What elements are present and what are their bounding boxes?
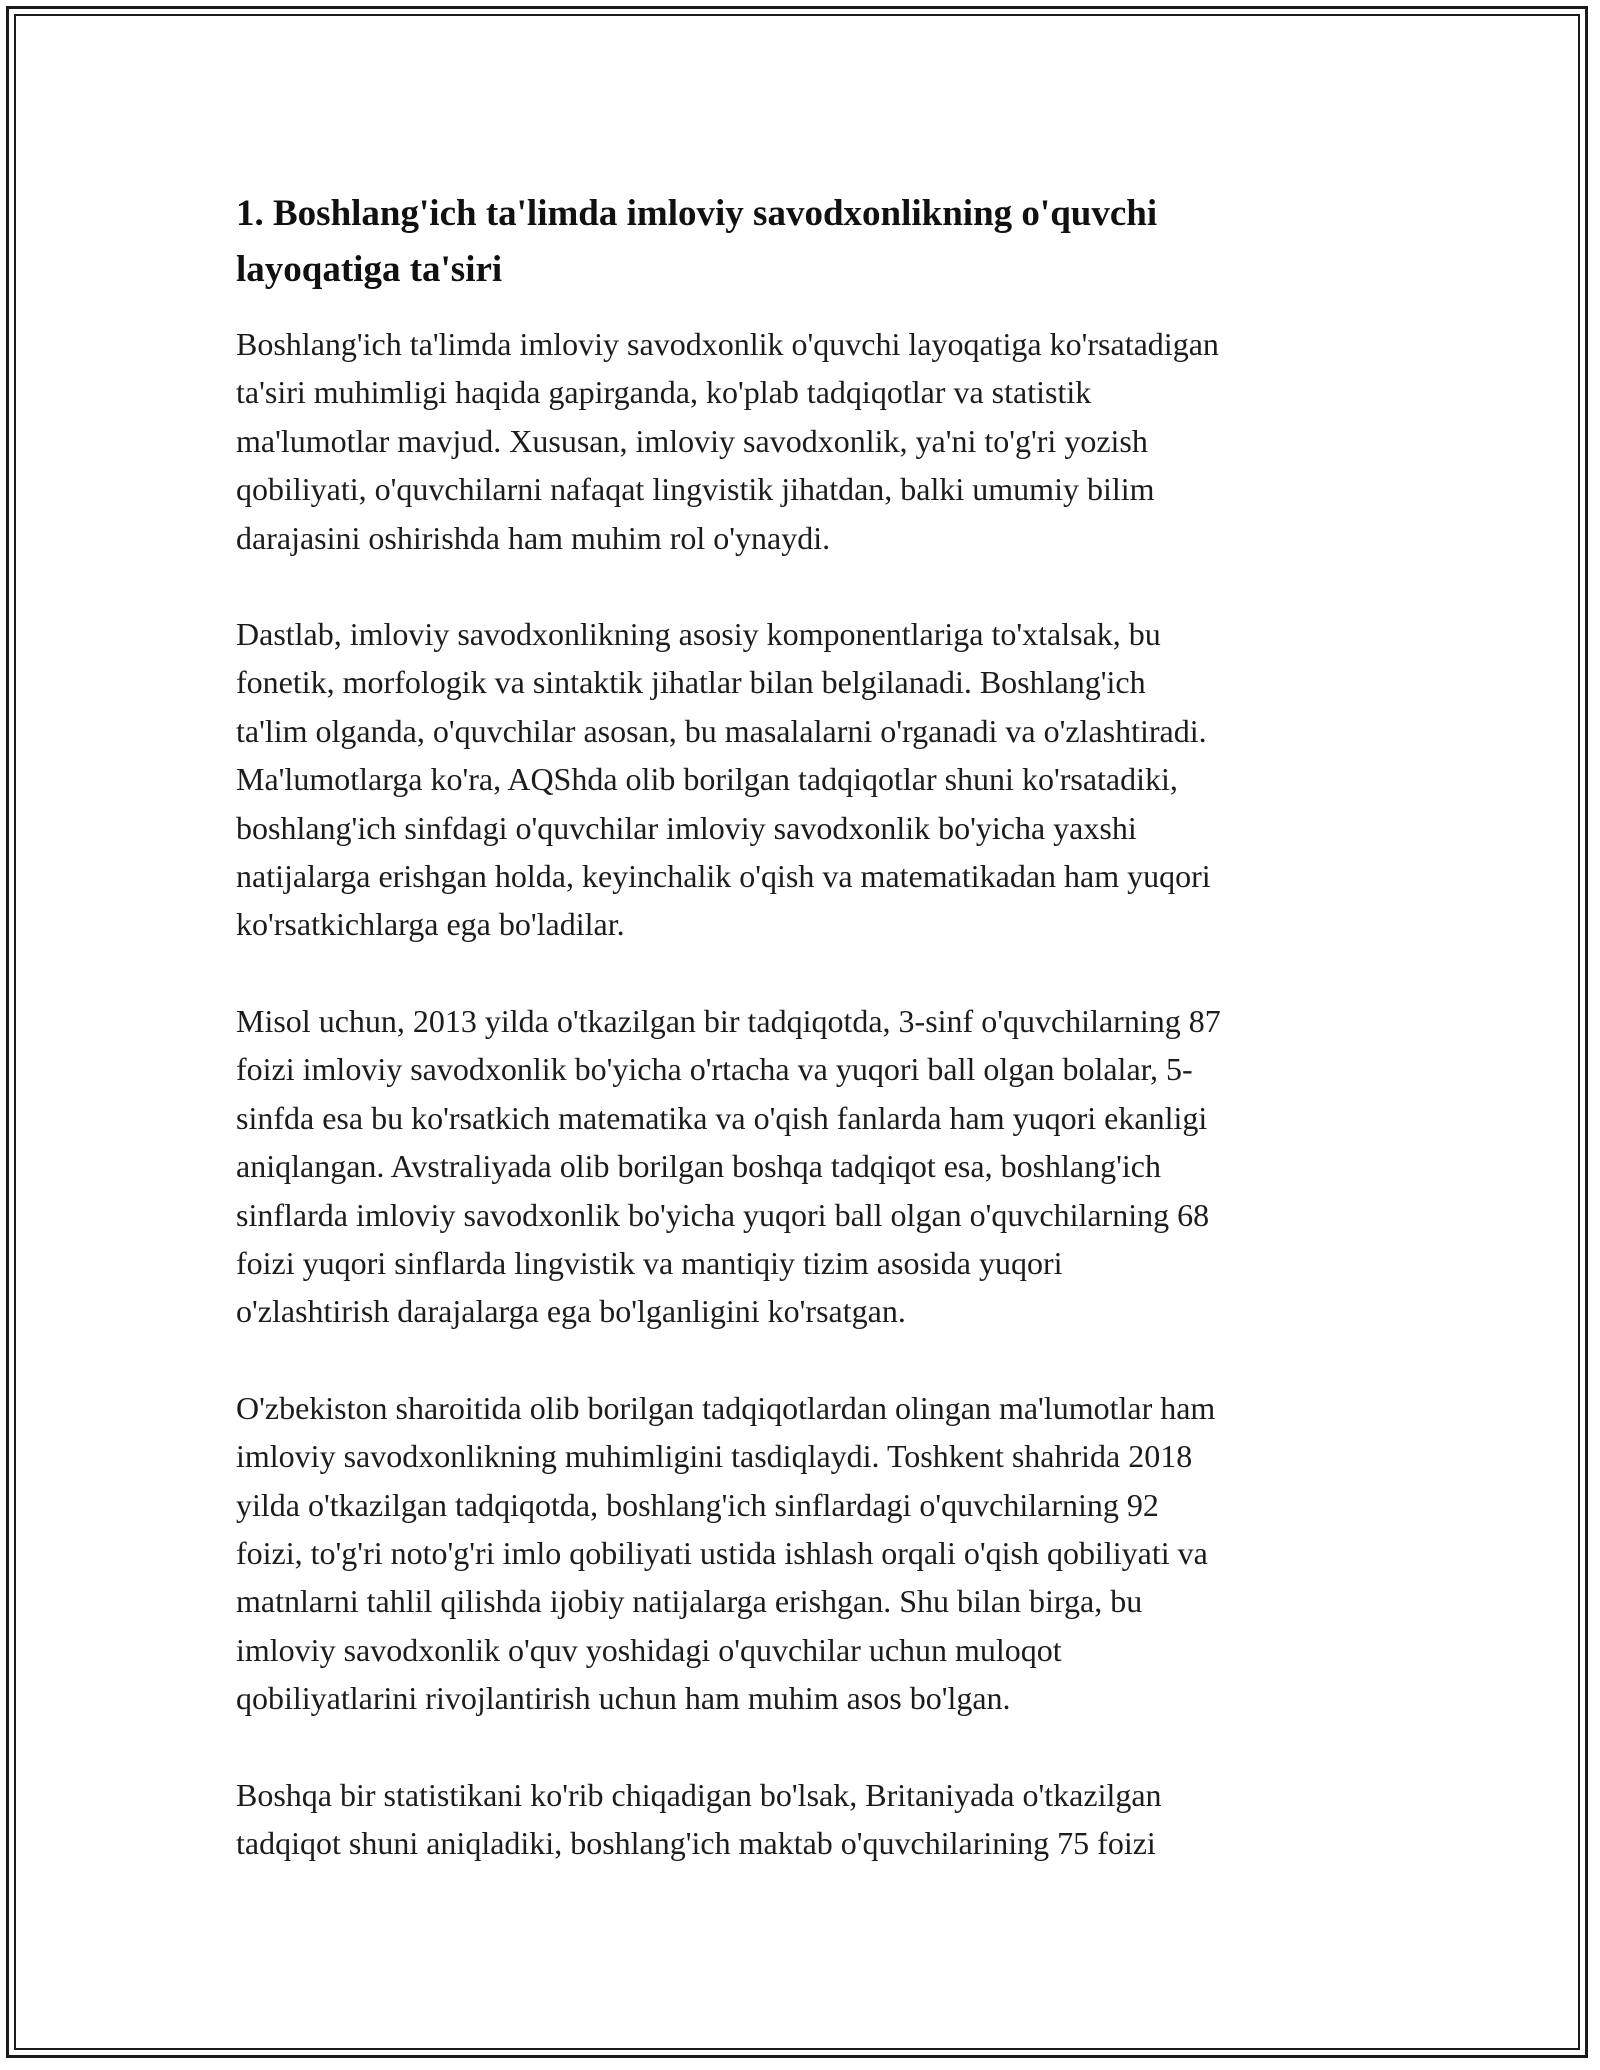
paragraph-3: [236, 997, 1376, 1336]
text-line: imloviy savodxonlik o'quv yoshidagi o'quvchilar uchun muloqot: [236, 1631, 1062, 1668]
text-line: Boshlang'ich ta'limda imloviy savodxonlik o'quvchi layoqatiga ko'rsatadigan: [236, 326, 1219, 362]
text-line: fonetik, morfologik va sintaktik jihatlar bilan belgilanadi. Boshlang'ich: [236, 664, 1146, 701]
text-line: qobiliyati, o'quvchilarni nafaqat lingvistik jihatdan, balki umumiy bilim: [236, 471, 1155, 508]
text-line: sinfda esa bu ko'rsatkich matematika va o'qish fanlarda ham yuqori ekanligi: [236, 1099, 1208, 1136]
text-line: foizi, to'g'ri noto'g'ri imlo qobiliyati ustida ishlash orqali o'qish qobiliyati va: [236, 1534, 1208, 1571]
text-line: Misol uchun, 2013 yilda o'tkazilgan bir tadqiqotda, 3-sinf o'quvchilarning 87: [236, 1002, 1221, 1039]
text-line: imloviy savodxonlikning muhimligini tasdiqlaydi. Toshkent shahrida 2018: [236, 1438, 1193, 1475]
text-line: ko'rsatkichlarga ega bo'ladilar.: [236, 906, 625, 943]
paragraph-5: [236, 1771, 1376, 1868]
paragraph-4: [236, 1384, 1376, 1723]
text-line: qobiliyatlarini rivojlantirish uchun ham muhim asos bo'lgan.: [236, 1680, 1011, 1717]
text-line: sinflarda imloviy savodxonlik bo'yicha yuqori ball olgan o'quvchilarning 68: [236, 1196, 1210, 1233]
paragraph-2: [236, 610, 1376, 949]
text-line: aniqlangan. Avstraliyada olib borilgan boshqa tadqiqot esa, boshlang'ich: [236, 1148, 1161, 1185]
text-line: o'zlashtirish darajalarga ega bo'lganligini ko'rsatgan.: [236, 1293, 906, 1330]
heading-line: 1. Boshlang'ich ta'limda imloviy savodxonlikning o'quvchi: [236, 193, 1158, 234]
text-line: ta'siri muhimligi haqida gapirganda, ko'plab tadqiqotlar va statistik: [236, 374, 1092, 411]
text-line: darajasini oshirishda ham muhim rol o'ynaydi.: [236, 519, 831, 556]
text-line: foizi yuqori sinflarda lingvistik va mantiqiy tizim asosida yuqori: [236, 1244, 1063, 1281]
document-body: [236, 186, 1376, 1915]
text-line: ta'lim olganda, o'quvchilar asosan, bu masalalarni o'rganadi va o'zlashtiradi.: [236, 712, 1207, 749]
text-line: tadqiqot shuni aniqladiki, boshlang'ich maktab o'quvchilarining 75 foizi: [236, 1824, 1156, 1861]
text-line: boshlang'ich sinfdagi o'quvchilar imloviy savodxonlik bo'yicha yaxshi: [236, 809, 1137, 846]
text-line: Dastlab, imloviy savodxonlikning asosiy komponentlariga to'xtalsak, bu: [236, 616, 1161, 653]
paragraph-1: [236, 320, 1376, 562]
text-line: matnlarni tahlil qilishda ijobiy natijalarga erishgan. Shu bilan birga, bu: [236, 1583, 1143, 1620]
text-line: natijalarga erishgan holda, keyinchalik o'qish va matematikadan ham yuqori: [236, 858, 1211, 895]
section-heading: [236, 186, 1376, 298]
text-line: foizi imloviy savodxonlik bo'yicha o'rtacha va yuqori ball olgan bolalar, 5-: [236, 1051, 1193, 1088]
text-line: Ma'lumotlarga ko'ra, AQShda olib borilgan tadqiqotlar shuni ko'rsatadiki,: [236, 761, 1178, 798]
text-line: ma'lumotlar mavjud. Xususan, imloviy savodxonlik, ya'ni to'g'ri yozish: [236, 422, 1148, 459]
heading-line: layoqatiga ta'siri: [236, 249, 503, 290]
text-line: yilda o'tkazilgan tadqiqotda, boshlang'ich sinflardagi o'quvchilarning 92: [236, 1486, 1159, 1523]
text-line: O'zbekiston sharoitida olib borilgan tadqiqotlardan olingan ma'lumotlar ham: [236, 1389, 1216, 1426]
text-line: Boshqa bir statistikani ko'rib chiqadigan bo'lsak, Britaniyada o'tkazilgan: [236, 1776, 1162, 1813]
